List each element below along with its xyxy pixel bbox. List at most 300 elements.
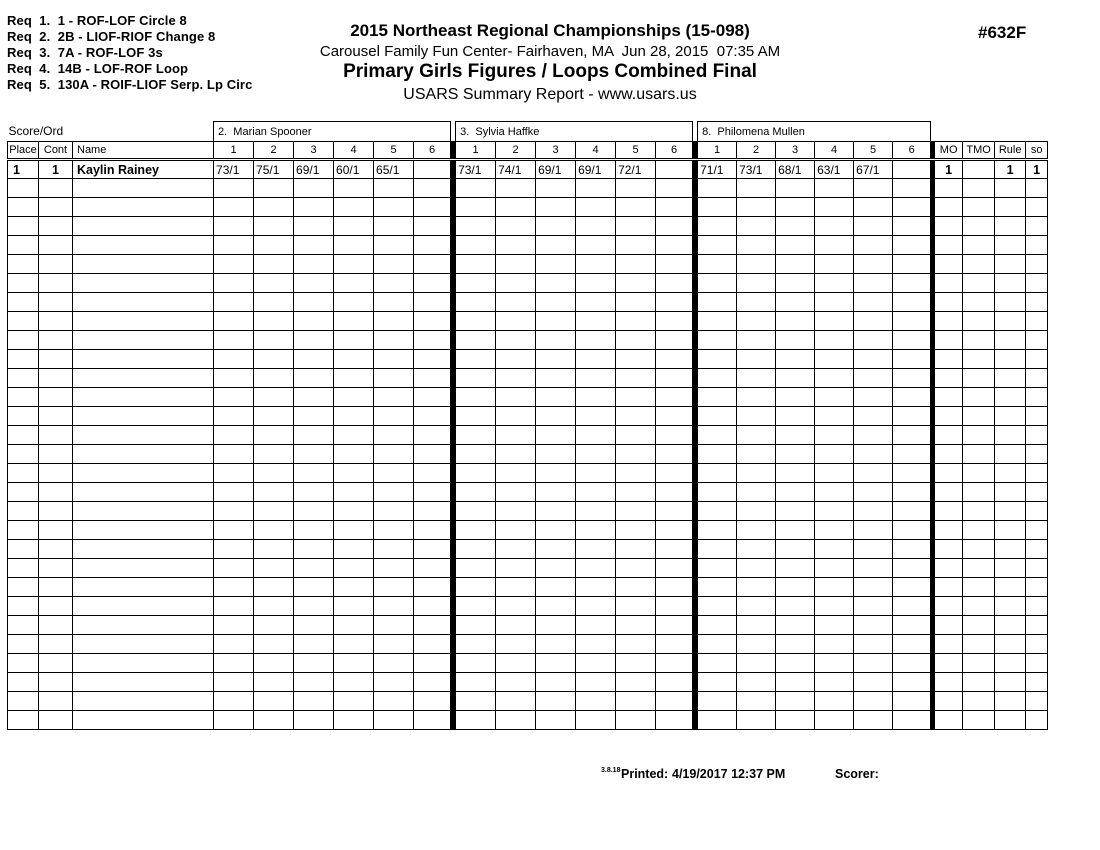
score-cell (214, 635, 254, 654)
mo-cell (935, 255, 963, 274)
trial-header: 3 (776, 142, 815, 160)
score-cell (616, 426, 656, 445)
place-cell (8, 293, 39, 312)
score-cell (414, 521, 451, 540)
score-cell (334, 692, 374, 711)
score-cell (414, 654, 451, 673)
score-cell (776, 711, 815, 730)
score-cell (698, 217, 737, 236)
trial-header: 6 (414, 142, 451, 160)
score-cell (374, 502, 414, 521)
rule-cell (995, 635, 1026, 654)
so-cell (1026, 616, 1048, 635)
so-cell (1026, 464, 1048, 483)
score-cell (536, 198, 576, 217)
score-cell (414, 540, 451, 559)
score-cell (698, 179, 737, 198)
score-cell (854, 179, 893, 198)
rule-cell (995, 217, 1026, 236)
score-cell (456, 350, 496, 369)
mo-cell (935, 692, 963, 711)
score-cell (815, 635, 854, 654)
rule-cell (995, 616, 1026, 635)
score-cell (737, 350, 776, 369)
tmo-cell (963, 711, 995, 730)
score-cell (456, 578, 496, 597)
score-cell (456, 464, 496, 483)
score-cell (656, 388, 693, 407)
score-cell (214, 217, 254, 236)
score-cell (893, 483, 931, 502)
score-cell (854, 426, 893, 445)
score-cell (456, 635, 496, 654)
score-cell (496, 369, 536, 388)
score-cell (616, 274, 656, 293)
score-cell (616, 407, 656, 426)
score-cell (536, 236, 576, 255)
score-cell (254, 445, 294, 464)
score-cell (294, 502, 334, 521)
mo-cell (935, 293, 963, 312)
score-cell (737, 369, 776, 388)
trial-header: 5 (374, 142, 414, 160)
trial-header: 2 (496, 142, 536, 160)
empty-row (8, 464, 1048, 483)
score-cell (214, 236, 254, 255)
score-cell (456, 312, 496, 331)
score-cell (414, 407, 451, 426)
name-cell (73, 236, 214, 255)
tmo-cell (963, 160, 995, 179)
name-cell (73, 559, 214, 578)
score-cell (737, 255, 776, 274)
name-cell (73, 407, 214, 426)
so-cell (1026, 597, 1048, 616)
score-cell (737, 654, 776, 673)
mo-cell (935, 464, 963, 483)
so-cell (1026, 559, 1048, 578)
col-header-mo: MO (935, 142, 963, 160)
score-cell (776, 540, 815, 559)
score-cell (854, 597, 893, 616)
score-cell (656, 350, 693, 369)
cont-cell (39, 255, 73, 274)
score-cell (456, 673, 496, 692)
mo-cell (935, 312, 963, 331)
score-cell (214, 293, 254, 312)
trial-header: 5 (616, 142, 656, 160)
rule-cell (995, 331, 1026, 350)
printed-label: Printed: (621, 767, 669, 781)
score-cell (656, 369, 693, 388)
cont-cell (39, 293, 73, 312)
cont-cell (39, 559, 73, 578)
rule-cell (995, 711, 1026, 730)
score-cell (656, 198, 693, 217)
score-cell (536, 502, 576, 521)
score-cell (334, 635, 374, 654)
col-header-so: so (1026, 142, 1048, 160)
empty-row (8, 578, 1048, 597)
empty-row (8, 179, 1048, 198)
score-cell (294, 597, 334, 616)
score-cell (854, 350, 893, 369)
score-cell (414, 236, 451, 255)
score-cell (698, 597, 737, 616)
score-cell (496, 407, 536, 426)
score-cell (576, 692, 616, 711)
score-cell (776, 616, 815, 635)
score-cell (414, 635, 451, 654)
rule-cell (995, 274, 1026, 293)
place-cell (8, 502, 39, 521)
score-cell (496, 654, 536, 673)
score-cell (496, 635, 536, 654)
name-cell (73, 312, 214, 331)
score-cell (294, 578, 334, 597)
score-cell (254, 331, 294, 350)
score-cell (737, 483, 776, 502)
score-cell (374, 692, 414, 711)
so-cell (1026, 255, 1048, 274)
score-cell (374, 388, 414, 407)
mo-cell (935, 521, 963, 540)
score-cell (334, 616, 374, 635)
score-cell (737, 274, 776, 293)
score-cell (656, 445, 693, 464)
score-cell (576, 293, 616, 312)
cont-cell (39, 369, 73, 388)
score-cell (294, 616, 334, 635)
score-cell (776, 274, 815, 293)
score-cell (737, 578, 776, 597)
score-cell (254, 464, 294, 483)
score-cell (334, 597, 374, 616)
score-cell (496, 293, 536, 312)
score-cell (893, 692, 931, 711)
cont-cell (39, 521, 73, 540)
score-cell: 73/1 (737, 160, 776, 179)
score-cell (496, 198, 536, 217)
score-cell (294, 407, 334, 426)
score-cell (893, 331, 931, 350)
score-cell (374, 407, 414, 426)
score-cell (737, 673, 776, 692)
name-cell: Kaylin Rainey (73, 160, 214, 179)
score-cell (374, 217, 414, 236)
score-cell (536, 426, 576, 445)
place-cell (8, 597, 39, 616)
score-cell (776, 388, 815, 407)
empty-row (8, 559, 1048, 578)
score-cell (576, 616, 616, 635)
score-cell (737, 217, 776, 236)
trial-header: 3 (536, 142, 576, 160)
score-cell (737, 711, 776, 730)
score-cell (294, 635, 334, 654)
tmo-cell (963, 350, 995, 369)
score-cell (656, 597, 693, 616)
score-cell (374, 578, 414, 597)
score-cell (776, 502, 815, 521)
name-cell (73, 350, 214, 369)
score-cell (414, 559, 451, 578)
score-cell (254, 274, 294, 293)
name-cell (73, 692, 214, 711)
score-cell (698, 559, 737, 578)
score-cell (616, 331, 656, 350)
so-cell (1026, 578, 1048, 597)
so-cell: 1 (1026, 160, 1048, 179)
score-cell (656, 217, 693, 236)
score-cell (374, 293, 414, 312)
score-cell (536, 635, 576, 654)
score-cell (374, 597, 414, 616)
score-cell (815, 274, 854, 293)
mo-cell (935, 331, 963, 350)
score-cell: 69/1 (294, 160, 334, 179)
score-cell (815, 673, 854, 692)
trial-header: 3 (294, 142, 334, 160)
score-cell (214, 521, 254, 540)
score-cell (414, 445, 451, 464)
empty-row (8, 331, 1048, 350)
empty-row (8, 236, 1048, 255)
place-cell (8, 407, 39, 426)
score-cell (456, 388, 496, 407)
score-cell (698, 331, 737, 350)
score-cell (815, 217, 854, 236)
empty-row (8, 692, 1048, 711)
score-cell (536, 407, 576, 426)
score-table-body (8, 122, 1048, 730)
score-cell (374, 274, 414, 293)
col-header-tmo: TMO (963, 142, 995, 160)
score-cell (214, 464, 254, 483)
score-cell (854, 540, 893, 559)
place-cell (8, 521, 39, 540)
requirement-line: Req 3. 7A - ROF-LOF 3s (7, 45, 163, 60)
score-cell (576, 236, 616, 255)
score-cell (456, 407, 496, 426)
score-cell: 72/1 (616, 160, 656, 179)
score-cell (414, 255, 451, 274)
empty-row (8, 274, 1048, 293)
score-cell (334, 198, 374, 217)
empty-row (8, 521, 1048, 540)
score-cell (374, 635, 414, 654)
score-cell (254, 483, 294, 502)
score-cell: 63/1 (815, 160, 854, 179)
score-cell (893, 673, 931, 692)
place-cell (8, 578, 39, 597)
empty-row (8, 255, 1048, 274)
score-cell (214, 407, 254, 426)
rule-cell (995, 559, 1026, 578)
trial-header: 4 (815, 142, 854, 160)
score-cell (294, 445, 334, 464)
score-cell (698, 635, 737, 654)
empty-row (8, 635, 1048, 654)
name-cell (73, 597, 214, 616)
name-cell (73, 217, 214, 236)
score-cell (698, 692, 737, 711)
score-cell (334, 331, 374, 350)
mo-cell (935, 426, 963, 445)
score-cell (656, 179, 693, 198)
score-cell (616, 217, 656, 236)
score-cell (536, 255, 576, 274)
so-cell (1026, 217, 1048, 236)
score-cell (576, 464, 616, 483)
score-cell (214, 578, 254, 597)
score-cell (854, 654, 893, 673)
so-cell (1026, 274, 1048, 293)
so-cell (1026, 369, 1048, 388)
rule-cell (995, 198, 1026, 217)
score-cell (374, 426, 414, 445)
place-cell (8, 426, 39, 445)
name-cell (73, 635, 214, 654)
score-cell (214, 597, 254, 616)
rule-cell (995, 673, 1026, 692)
place-cell (8, 635, 39, 654)
score-cell (496, 445, 536, 464)
score-cell (616, 369, 656, 388)
rule-cell (995, 255, 1026, 274)
rule-cell (995, 597, 1026, 616)
score-cell (815, 445, 854, 464)
score-cell (737, 426, 776, 445)
score-cell (737, 692, 776, 711)
score-cell (815, 331, 854, 350)
score-cell (776, 293, 815, 312)
cont-cell (39, 236, 73, 255)
score-cell (254, 654, 294, 673)
score-cell (616, 502, 656, 521)
col-header-cont: Cont (39, 142, 73, 160)
score-cell (815, 540, 854, 559)
tmo-cell (963, 635, 995, 654)
rule-cell (995, 407, 1026, 426)
score-cell (576, 559, 616, 578)
judge-name: 3. Sylvia Haffke (456, 122, 693, 142)
score-cell (815, 369, 854, 388)
tmo-cell (963, 692, 995, 711)
score-cell (456, 331, 496, 350)
score-cell (616, 350, 656, 369)
score-cell (698, 654, 737, 673)
score-cell (214, 502, 254, 521)
score-cell (254, 711, 294, 730)
score-cell (893, 502, 931, 521)
skater-row (8, 160, 1048, 179)
score-cell (254, 407, 294, 426)
tmo-cell (963, 293, 995, 312)
mo-cell (935, 540, 963, 559)
cont-cell (39, 502, 73, 521)
score-cell (214, 426, 254, 445)
score-cell (576, 673, 616, 692)
score-cell (456, 559, 496, 578)
score-cell (854, 293, 893, 312)
score-cell (776, 331, 815, 350)
mo-cell (935, 350, 963, 369)
score-cell (576, 635, 616, 654)
cont-cell (39, 388, 73, 407)
score-cell (414, 274, 451, 293)
score-cell (334, 559, 374, 578)
score-cell (893, 711, 931, 730)
score-cell (854, 236, 893, 255)
score-cell (496, 673, 536, 692)
score-cell (254, 179, 294, 198)
score-cell (698, 578, 737, 597)
score-cell (214, 711, 254, 730)
rule-cell (995, 388, 1026, 407)
score-cell (656, 160, 693, 179)
rule-cell (995, 483, 1026, 502)
rule-cell (995, 293, 1026, 312)
score-cell (815, 350, 854, 369)
score-cell (214, 388, 254, 407)
score-cell (374, 654, 414, 673)
score-cell (656, 502, 693, 521)
score-cell: 71/1 (698, 160, 737, 179)
score-cell (374, 559, 414, 578)
score-cell (456, 711, 496, 730)
score-cell (374, 179, 414, 198)
cont-cell (39, 198, 73, 217)
score-cell: 73/1 (214, 160, 254, 179)
score-cell (737, 331, 776, 350)
score-cell (334, 350, 374, 369)
score-cell (214, 350, 254, 369)
place-cell (8, 483, 39, 502)
score-cell (496, 312, 536, 331)
score-cell (334, 445, 374, 464)
rule-cell (995, 464, 1026, 483)
score-cell (254, 293, 294, 312)
score-cell (815, 559, 854, 578)
score-cell (576, 198, 616, 217)
empty-row (8, 445, 1048, 464)
trial-header: 6 (893, 142, 931, 160)
score-cell (815, 483, 854, 502)
score-cell (656, 274, 693, 293)
score-cell (414, 578, 451, 597)
score-cell (698, 388, 737, 407)
score-cell (854, 502, 893, 521)
score-cell (334, 521, 374, 540)
score-cell (294, 521, 334, 540)
score-cell (414, 464, 451, 483)
score-cell (414, 293, 451, 312)
score-cell (214, 483, 254, 502)
score-cell (254, 673, 294, 692)
score-cell (334, 236, 374, 255)
score-cell (214, 369, 254, 388)
score-cell (496, 274, 536, 293)
score-cell (776, 369, 815, 388)
rule-cell: 1 (995, 160, 1026, 179)
score-cell (737, 597, 776, 616)
empty-row (8, 293, 1048, 312)
rule-cell (995, 236, 1026, 255)
score-cell (414, 160, 451, 179)
place-cell (8, 616, 39, 635)
score-cell (456, 521, 496, 540)
